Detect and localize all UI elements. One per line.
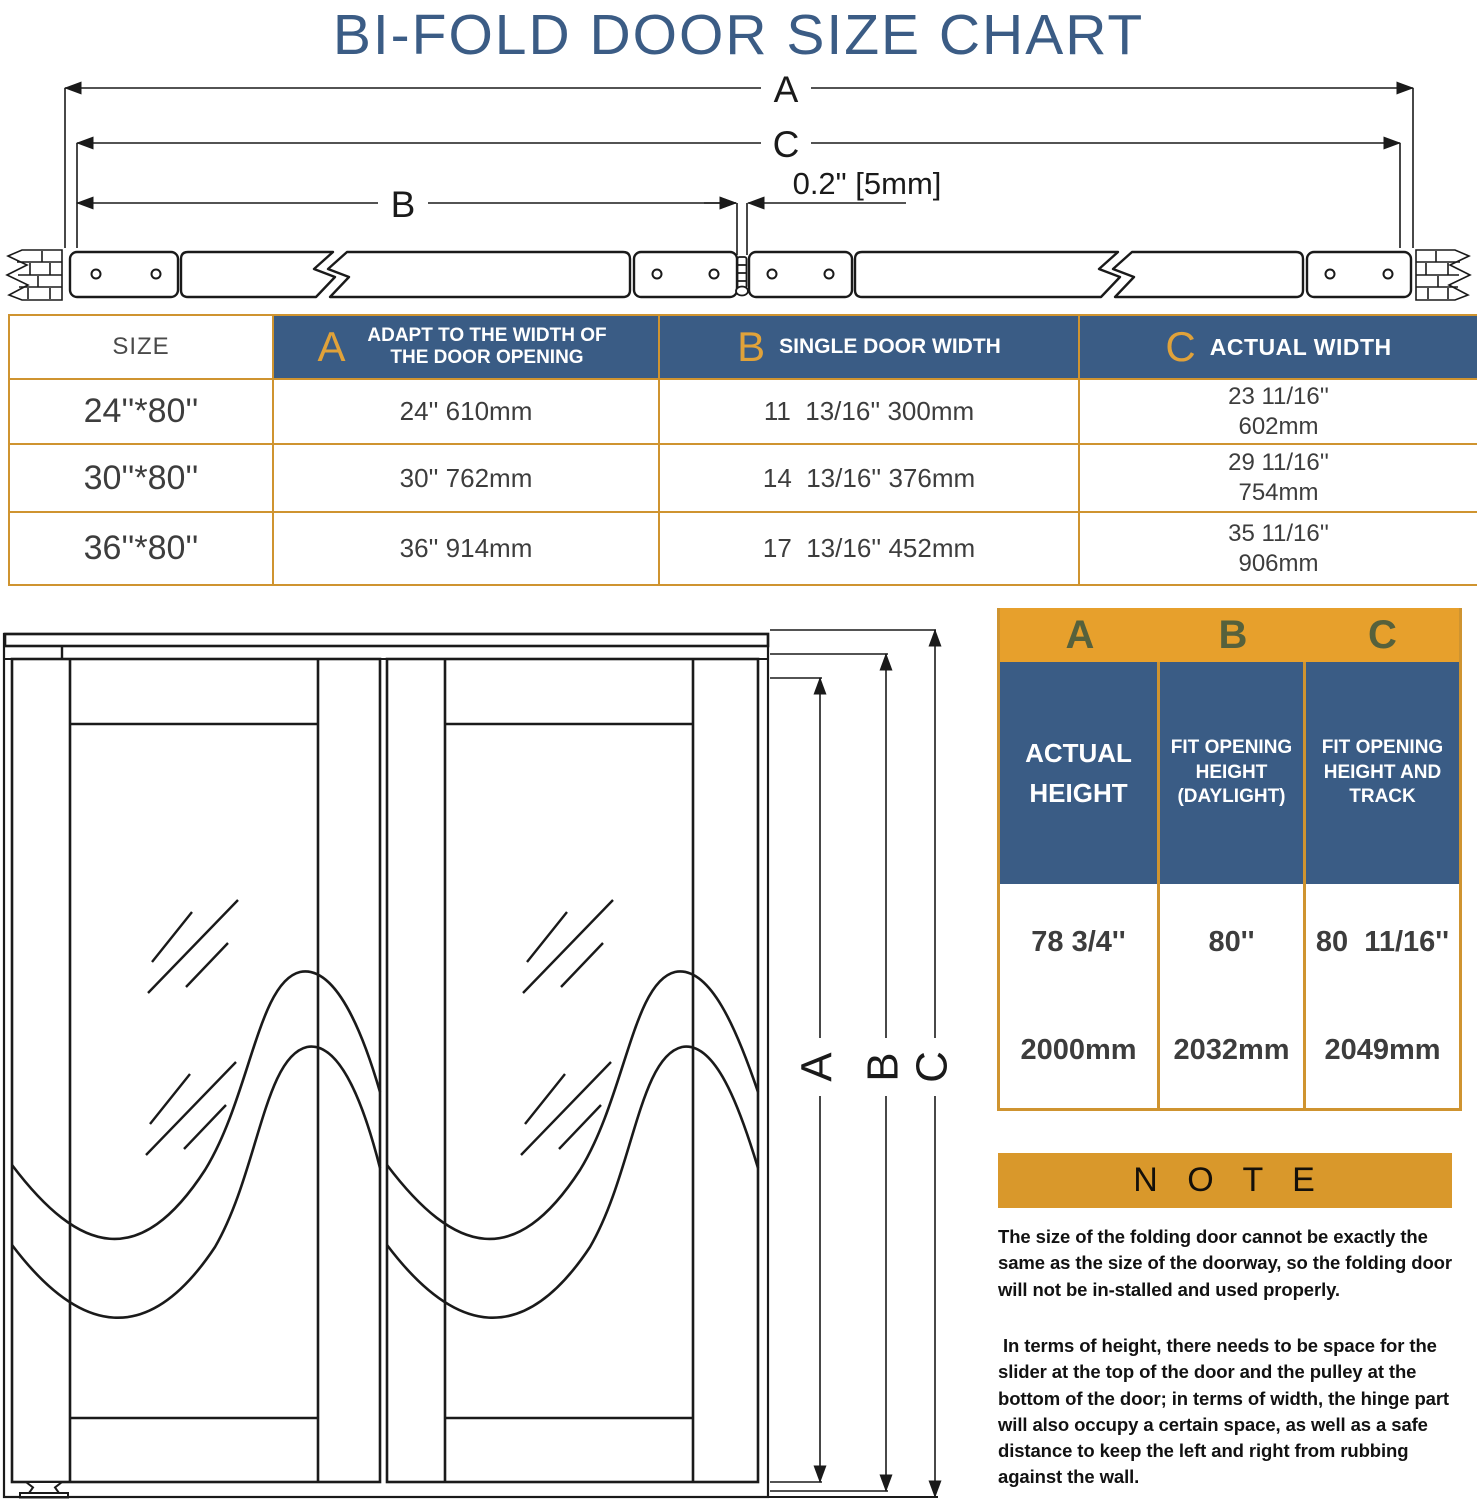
decorative-wave-band xyxy=(12,971,758,1317)
dim-label-c: C xyxy=(907,1051,957,1083)
row-size: 36''*80'' xyxy=(9,512,273,585)
value-line1: 78 3/4'' xyxy=(1031,925,1126,958)
height-letter-b: B xyxy=(1218,612,1248,657)
bottom-pulley xyxy=(20,1482,68,1498)
row-a-value: 36'' 914mm xyxy=(273,512,659,585)
leaf-end-right xyxy=(1307,252,1411,297)
height-dimension-diagram xyxy=(0,610,990,1500)
door-panel-right xyxy=(387,659,758,1482)
note-paragraph-2: In terms of height, there needs to be space for the slider at the top of the door and the pulley at the bottom of the door; in terms of width, the hinge part will also occupy a certain space, as well as a safe distance to keep the left and right from rubbing against the wall. xyxy=(998,1335,1449,1488)
row-size: 30''*80'' xyxy=(9,444,273,512)
height-value-a xyxy=(1000,884,1160,1108)
size-table-header-c xyxy=(1079,315,1477,379)
width-dimension-diagram xyxy=(0,75,1477,312)
dim-label-a: A xyxy=(792,1052,842,1082)
leaf-center-right xyxy=(749,252,852,297)
note-banner: N O T E xyxy=(998,1153,1452,1208)
height-dimension-labels xyxy=(793,1038,957,1096)
height-table xyxy=(997,608,1462,1111)
leaf-break-right-b xyxy=(1113,252,1303,297)
value-line1: 80'' xyxy=(1208,925,1255,958)
height-header-b: FIT OPENING HEIGHT (DAYLIGHT) xyxy=(1160,662,1306,884)
note-paragraph-1: The size of the folding door cannot be exactly the same as the size of the doorway, so the folding door will not be in-stalled and used properly. xyxy=(998,1226,1452,1300)
wall-left xyxy=(7,250,62,300)
dimension-lines xyxy=(65,88,1413,255)
leaf-break-left-a xyxy=(181,252,335,297)
value-line2: 2000mm xyxy=(1020,1034,1137,1067)
door-leaves-plan xyxy=(70,252,1411,297)
height-value-c xyxy=(1306,884,1459,1108)
height-table-headers xyxy=(1000,662,1459,884)
header-letter-b: B xyxy=(737,323,766,370)
center-hinge xyxy=(736,257,748,296)
row-c-value xyxy=(1079,512,1477,585)
header-label-c: ACTUAL WIDTH xyxy=(1209,333,1392,360)
value-line2: 2049mm xyxy=(1324,1034,1441,1067)
size-table-header-a xyxy=(273,315,659,379)
table-row xyxy=(9,512,1477,585)
table-row xyxy=(9,444,1477,512)
row-a-value: 30'' 762mm xyxy=(273,444,659,512)
height-table-letter-strip xyxy=(1000,608,1459,662)
page-title: BI-FOLD DOOR SIZE CHART xyxy=(332,3,1145,67)
leaf-break-left-b xyxy=(328,252,630,297)
height-header-a: ACTUAL HEIGHT xyxy=(1000,662,1160,884)
wall-right xyxy=(1416,250,1470,300)
value-line1: 80 11/16'' xyxy=(1315,925,1450,958)
height-value-b xyxy=(1160,884,1306,1108)
dim-label-c: C xyxy=(772,124,800,165)
row-c-line2: 754mm xyxy=(1238,479,1319,506)
row-c-line1: 29 11/16'' xyxy=(1228,449,1329,476)
row-c-value xyxy=(1079,444,1477,512)
header-label-a: ADAPT TO THE WIDTH OF THE DOOR OPENING xyxy=(367,325,607,368)
size-table-header-b xyxy=(659,315,1079,379)
header-label-b: SINGLE DOOR WIDTH xyxy=(779,334,1001,358)
row-b-value: 17 13/16'' 452mm xyxy=(659,512,1079,585)
header-letter-a: A xyxy=(317,323,346,370)
size-table-header-size: SIZE xyxy=(9,315,273,379)
value-line2: 2032mm xyxy=(1173,1034,1290,1067)
header-letter-c: C xyxy=(1165,323,1196,370)
leaf-center-left xyxy=(634,252,737,297)
row-a-value: 24'' 610mm xyxy=(273,379,659,444)
height-letter-a: A xyxy=(1065,612,1095,657)
row-c-value xyxy=(1079,379,1477,444)
row-b-value: 11 13/16'' 300mm xyxy=(659,379,1079,444)
size-table xyxy=(8,314,1469,586)
row-c-line2: 602mm xyxy=(1238,412,1319,440)
door-panel-left xyxy=(12,659,380,1482)
leaf-break-right-a xyxy=(855,252,1120,297)
row-c-line1: 23 11/16'' xyxy=(1228,382,1329,410)
row-c-line1: 35 11/16'' xyxy=(1228,519,1329,547)
row-size: 24''*80'' xyxy=(9,379,273,444)
dim-label-b: B xyxy=(858,1052,908,1082)
dim-label-b: B xyxy=(390,184,416,225)
height-table-values xyxy=(1000,884,1459,1108)
row-c-line2: 906mm xyxy=(1238,549,1319,577)
door-track xyxy=(5,634,768,646)
gap-dimension-label: 0.2" [5mm] xyxy=(792,166,942,201)
row-b-value: 14 13/16'' 376mm xyxy=(659,444,1079,512)
dim-label-a: A xyxy=(773,75,799,110)
table-row xyxy=(9,379,1477,444)
height-letter-c: C xyxy=(1368,612,1397,657)
height-header-c: FIT OPENING HEIGHT AND TRACK xyxy=(1306,662,1459,884)
leaf-end-left xyxy=(70,252,178,297)
